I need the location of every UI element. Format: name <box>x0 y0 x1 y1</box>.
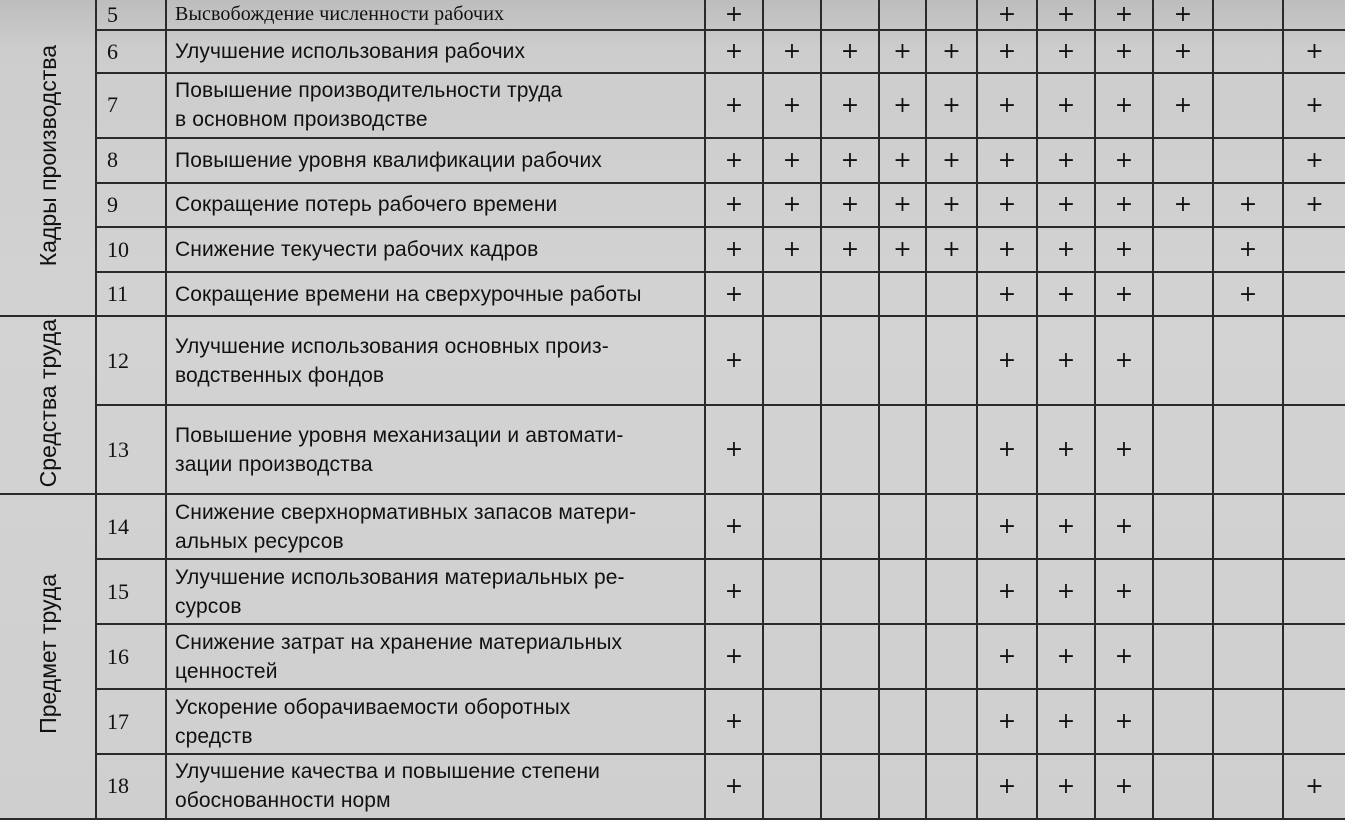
mark-cell <box>926 754 977 819</box>
mark-cell: + <box>705 227 763 272</box>
mark-cell <box>763 754 821 819</box>
mark-cell <box>1153 754 1213 819</box>
mark-cell <box>821 689 879 754</box>
mark-cell <box>926 689 977 754</box>
mark-cell <box>821 559 879 624</box>
mark-cell: + <box>705 559 763 624</box>
mark-cell: + <box>763 227 821 272</box>
mark-cell: + <box>1283 138 1345 183</box>
mark-cell <box>1213 405 1283 494</box>
mark-cell <box>763 0 821 30</box>
mark-cell: + <box>926 138 977 183</box>
group-label: Предмет труда <box>34 574 61 735</box>
mark-cell <box>926 405 977 494</box>
mark-cell: + <box>705 494 763 559</box>
row-name: Улучшение качества и повышение степени обоснованности норм <box>166 754 705 819</box>
mark-cell: + <box>1037 689 1095 754</box>
mark-cell <box>926 494 977 559</box>
table-row <box>0 494 1345 559</box>
mark-cell: + <box>977 227 1037 272</box>
mark-cell <box>926 559 977 624</box>
mark-cell: + <box>821 183 879 228</box>
row-number: 13 <box>96 405 166 494</box>
mark-cell <box>821 494 879 559</box>
mark-cell: + <box>1095 754 1153 819</box>
mark-cell <box>926 272 977 317</box>
mark-cell <box>1153 227 1213 272</box>
mark-cell: + <box>763 73 821 138</box>
mark-cell: + <box>1095 0 1153 30</box>
mark-cell <box>1283 227 1345 272</box>
mark-cell: + <box>705 624 763 689</box>
mark-cell: + <box>705 754 763 819</box>
mark-cell: + <box>1037 73 1095 138</box>
mark-cell <box>763 316 821 405</box>
row-number: 10 <box>96 227 166 272</box>
mark-cell: + <box>977 689 1037 754</box>
mark-cell <box>1283 0 1345 30</box>
mark-cell: + <box>926 30 977 73</box>
mark-cell <box>1283 624 1345 689</box>
mark-cell: + <box>1095 624 1153 689</box>
mark-cell: + <box>1095 405 1153 494</box>
mark-cell: + <box>763 30 821 73</box>
mark-cell <box>1153 272 1213 317</box>
mark-cell: + <box>879 183 926 228</box>
mark-cell: + <box>821 30 879 73</box>
mark-cell: + <box>1095 689 1153 754</box>
mark-cell <box>879 624 926 689</box>
row-name: Повышение производительности труда в основном производстве <box>166 73 705 138</box>
mark-cell: + <box>977 559 1037 624</box>
row-number: 15 <box>96 559 166 624</box>
mark-cell <box>1213 754 1283 819</box>
mark-cell: + <box>977 754 1037 819</box>
group-label: Кадры производства <box>34 44 61 266</box>
mark-cell <box>1213 494 1283 559</box>
mark-cell: + <box>1037 0 1095 30</box>
row-name: Повышение уровня квалификации рабочих <box>166 138 705 183</box>
group-cell <box>0 0 96 316</box>
mark-cell: + <box>977 183 1037 228</box>
mark-cell <box>926 624 977 689</box>
mark-cell <box>879 494 926 559</box>
mark-cell <box>1153 316 1213 405</box>
mark-cell <box>1153 559 1213 624</box>
row-name: Сокращение времени на сверхурочные работы <box>166 272 705 317</box>
mark-cell: + <box>879 30 926 73</box>
mark-cell: + <box>926 183 977 228</box>
table-row <box>0 624 1345 689</box>
table-row <box>0 405 1345 494</box>
row-number: 14 <box>96 494 166 559</box>
mark-cell <box>763 689 821 754</box>
mark-cell: + <box>1095 227 1153 272</box>
mark-cell: + <box>705 0 763 30</box>
row-name: Улучшение использования рабочих <box>166 30 705 73</box>
mark-cell: + <box>1095 138 1153 183</box>
mark-cell <box>879 272 926 317</box>
mark-cell: + <box>1037 316 1095 405</box>
mark-cell: + <box>1037 624 1095 689</box>
mark-cell <box>1153 689 1213 754</box>
mark-cell: + <box>1095 316 1153 405</box>
mark-cell <box>1153 405 1213 494</box>
mark-cell: + <box>705 183 763 228</box>
mark-cell <box>821 0 879 30</box>
row-number: 12 <box>96 316 166 405</box>
mark-cell: + <box>821 227 879 272</box>
mark-cell <box>821 624 879 689</box>
mark-cell <box>763 494 821 559</box>
mark-cell <box>879 316 926 405</box>
table-row <box>0 272 1345 317</box>
mark-cell <box>926 0 977 30</box>
mark-cell: + <box>1153 73 1213 138</box>
mark-cell: + <box>977 0 1037 30</box>
mark-cell: + <box>763 183 821 228</box>
row-name: Улучшение использования основных произ- водственных фондов <box>166 316 705 405</box>
table-row <box>0 183 1345 228</box>
row-name: Сокращение потерь рабочего времени <box>166 183 705 228</box>
table-row <box>0 559 1345 624</box>
group-label: Средства труда <box>34 318 61 488</box>
mark-cell <box>821 272 879 317</box>
row-number: 17 <box>96 689 166 754</box>
row-name: Высвобождение численности рабочих <box>166 0 705 30</box>
mark-cell <box>879 689 926 754</box>
mark-cell <box>1213 559 1283 624</box>
mark-cell <box>1213 316 1283 405</box>
mark-cell: + <box>1153 183 1213 228</box>
mark-cell <box>879 559 926 624</box>
mark-cell: + <box>821 73 879 138</box>
row-number: 8 <box>96 138 166 183</box>
row-name: Повышение уровня механизации и автомати- зации производства <box>166 405 705 494</box>
mark-cell <box>1283 316 1345 405</box>
mark-cell: + <box>1283 30 1345 73</box>
mark-cell <box>1213 0 1283 30</box>
mark-cell <box>1213 73 1283 138</box>
mark-cell: + <box>1037 30 1095 73</box>
mark-cell: + <box>977 73 1037 138</box>
mark-cell: + <box>1153 30 1213 73</box>
mark-cell: + <box>977 405 1037 494</box>
mark-cell <box>879 754 926 819</box>
mark-cell: + <box>1037 138 1095 183</box>
row-number: 7 <box>96 73 166 138</box>
mark-cell: + <box>1037 494 1095 559</box>
mark-cell: + <box>879 73 926 138</box>
mark-cell: + <box>1037 183 1095 228</box>
mark-cell <box>1283 272 1345 317</box>
mark-cell <box>821 316 879 405</box>
mark-cell <box>821 405 879 494</box>
mark-cell: + <box>1095 30 1153 73</box>
mark-cell <box>763 405 821 494</box>
mark-cell: + <box>1283 183 1345 228</box>
mark-cell <box>1283 689 1345 754</box>
mark-cell: + <box>926 227 977 272</box>
mark-cell <box>1213 138 1283 183</box>
row-name: Улучшение использования материальных ре- сурсов <box>166 559 705 624</box>
mark-cell: + <box>1213 272 1283 317</box>
mark-cell: + <box>1095 183 1153 228</box>
mark-cell: + <box>1095 272 1153 317</box>
row-number: 18 <box>96 754 166 819</box>
mark-cell: + <box>1037 754 1095 819</box>
mark-cell: + <box>1095 559 1153 624</box>
mark-cell <box>879 405 926 494</box>
mark-cell: + <box>1213 183 1283 228</box>
table-row <box>0 754 1345 819</box>
mark-cell: + <box>926 73 977 138</box>
mark-cell: + <box>1037 559 1095 624</box>
mark-cell <box>1213 689 1283 754</box>
mark-cell: + <box>705 272 763 317</box>
mark-cell: + <box>879 138 926 183</box>
table-row <box>0 73 1345 138</box>
mark-cell <box>821 754 879 819</box>
mark-cell: + <box>1037 272 1095 317</box>
mark-cell: + <box>879 227 926 272</box>
mark-cell <box>1213 30 1283 73</box>
table-row <box>0 227 1345 272</box>
mark-cell: + <box>977 624 1037 689</box>
mark-cell <box>1153 624 1213 689</box>
table-row <box>0 30 1345 73</box>
row-number: 16 <box>96 624 166 689</box>
row-name: Снижение текучести рабочих кадров <box>166 227 705 272</box>
mark-cell: + <box>977 316 1037 405</box>
mark-cell <box>1153 138 1213 183</box>
row-number: 6 <box>96 30 166 73</box>
mark-cell: + <box>1153 0 1213 30</box>
mark-cell: + <box>1095 73 1153 138</box>
mark-cell: + <box>1095 494 1153 559</box>
mark-cell: + <box>1283 754 1345 819</box>
mark-cell: + <box>977 272 1037 317</box>
mark-cell <box>926 316 977 405</box>
mark-cell: + <box>705 689 763 754</box>
mark-cell <box>879 0 926 30</box>
row-name: Снижение затрат на хранение материальных ценностей <box>166 624 705 689</box>
mark-cell <box>763 624 821 689</box>
group-cell <box>0 316 96 494</box>
mark-cell <box>763 272 821 317</box>
mark-cell: + <box>977 138 1037 183</box>
mark-cell <box>1153 494 1213 559</box>
mark-cell: + <box>977 30 1037 73</box>
mark-cell: + <box>1037 227 1095 272</box>
table-row <box>0 689 1345 754</box>
mark-cell <box>1283 494 1345 559</box>
mark-cell: + <box>977 494 1037 559</box>
mark-cell: + <box>821 138 879 183</box>
mark-cell: + <box>763 138 821 183</box>
mark-cell: + <box>705 316 763 405</box>
mark-cell: + <box>1037 405 1095 494</box>
row-number: 9 <box>96 183 166 228</box>
mark-cell <box>1283 405 1345 494</box>
row-number: 5 <box>96 0 166 30</box>
row-name: Ускорение оборачиваемости оборотных средств <box>166 689 705 754</box>
mark-cell <box>1283 559 1345 624</box>
mark-cell: + <box>705 30 763 73</box>
table-row <box>0 316 1345 405</box>
mark-cell <box>1213 624 1283 689</box>
mark-cell: + <box>705 138 763 183</box>
mark-cell: + <box>705 405 763 494</box>
group-cell <box>0 494 96 819</box>
table-row <box>0 0 1345 30</box>
mark-cell: + <box>1283 73 1345 138</box>
mark-cell: + <box>1213 227 1283 272</box>
mark-cell: + <box>705 73 763 138</box>
row-name: Снижение сверхнормативных запасов матери- альных ресурсов <box>166 494 705 559</box>
row-number: 11 <box>96 272 166 317</box>
table-row <box>0 138 1345 183</box>
mark-cell <box>763 559 821 624</box>
